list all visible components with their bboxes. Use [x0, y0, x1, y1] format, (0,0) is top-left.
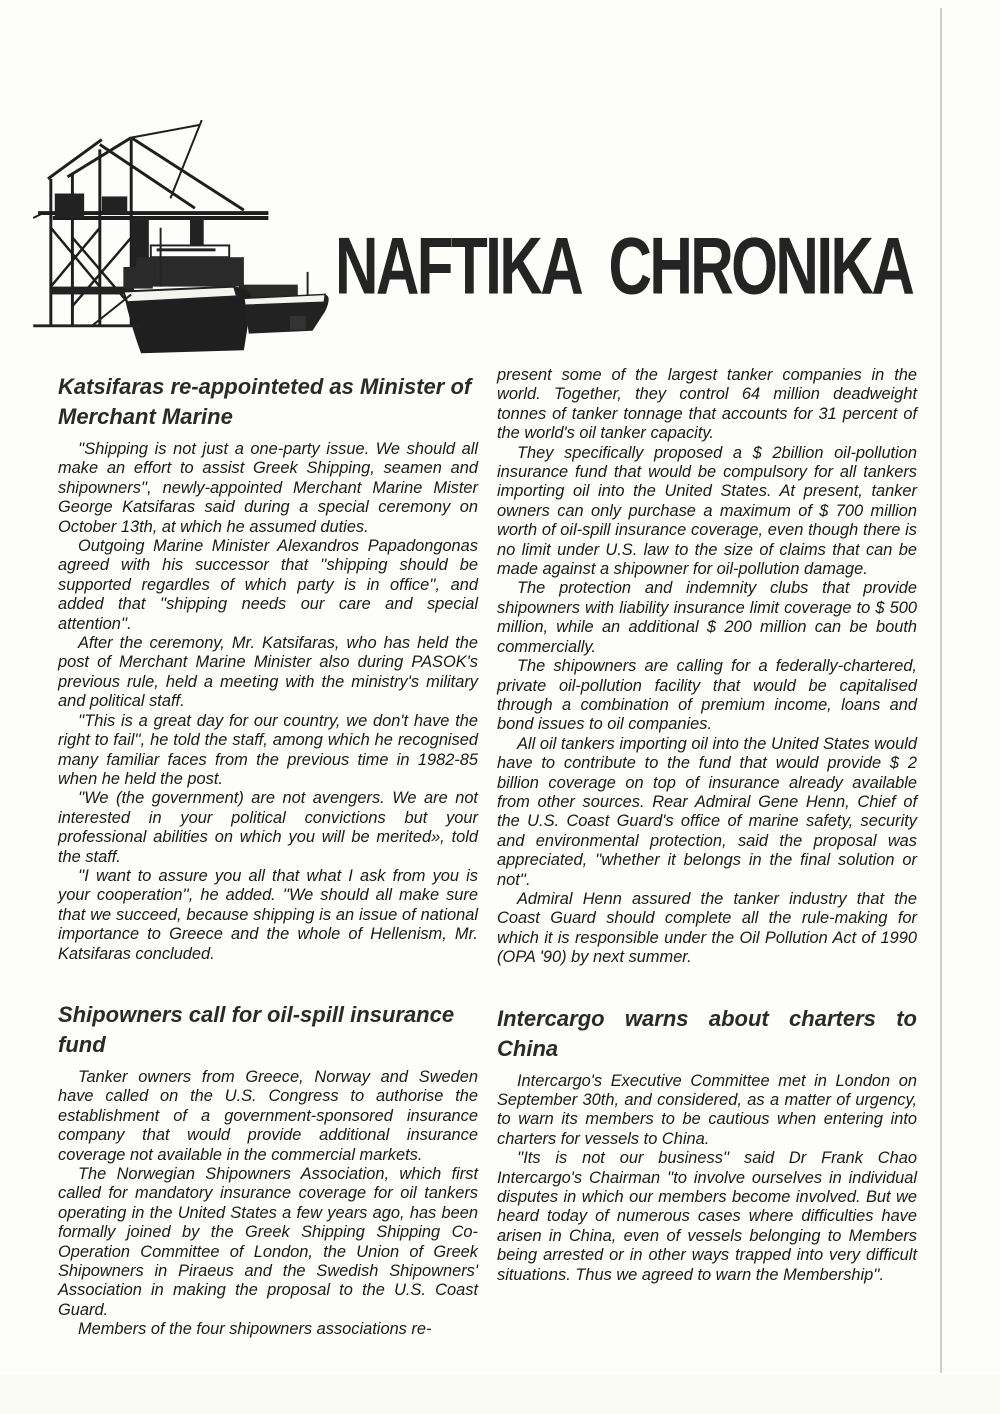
paragraph: After the ceremony, Mr. Katsifaras, who has held the post of Merchant Marine Minister also during PASOK's previous rule, held a meeting with the ministry's military and political staff. [58, 634, 478, 711]
headline-oil-spill-fund: Shipowners call for oil-spill insurance fund [58, 1001, 455, 1057]
port-cranes-ships-icon [30, 120, 350, 365]
paragraph: The shipowners are calling for a federally-chartered, private oil-pollution facility that would be capitalised through a combination of premium income, loans and bond issues to oil companies. [497, 657, 917, 734]
paragraph: Admiral Henn assured the tanker industry that the Coast Guard should complete all the rule-making for which it is responsible under the Oil Pollution Act of 1990 (OPA '90) by next summer. [497, 889, 917, 967]
paragraph: Members of the four shipowners associations re- [78, 1320, 432, 1339]
paragraph: The Norwegian Shipowners Association, which first called for mandatory insurance coverage for oil tankers operating in the United States a few years ago, has been formally joined by the Greek Shipping Shipping Co-Operation Committee of London, the Union of Greek Shipowners in Piraeus and the Swedish Shipowners' Association in making the proposal to the U.S. Coast Guard. [58, 1165, 478, 1319]
paragraph: ''Shipping is not just a one-party issue. We should all make an effort to assist Greek Shipping, seamen and shipowners'', newly-appointed Merchant Marine Mister George Katsifaras said during a special ceremony on October 13th, at which he assumed duties. [58, 440, 478, 536]
right-column [497, 366, 917, 1285]
page-edge [940, 8, 942, 1373]
paragraph: ''I want to assure you all that what I ask from you is your cooperation'', he added. ''We should all make sure that we succeed, because shipping is an issue of national importance to Greece and the whole of Hellenism, Mr. Katsifaras concluded. [58, 866, 478, 963]
paragraph: present some of the largest tanker companies in the world. Together, they control 64 million deadweight tonnes of tanker tonnage that accounts for 31 percent of the world's oil tanker capacity. [497, 366, 917, 443]
spacer [58, 964, 478, 994]
paragraph: ''Its is not our business'' said Dr Frank Chao Intercargo's Chairman ''to involve ourselves in individual disputes in which our members become involved. But we heard today of numerous cases where difficulties have arisen in China, even of vessels belonging to Members being arrested or in other ways trapped into very difficult situations. Thus we agreed to warn the Membership''. [497, 1149, 917, 1284]
paragraph: ''We (the government) are not avengers. We are not interested in your political convictions but your professional abilities on which you will be merited», told the staff. [58, 789, 478, 866]
masthead-title: NAFTIKA CHRONIKA [335, 221, 913, 311]
paragraph: Outgoing Marine Minister Alexandros Papadongonas agreed with his successor that ''shipping should be supported regardles of which party is in office'', and added that ''shipping needs our care and special attention''. [58, 537, 478, 633]
masthead [30, 120, 930, 370]
paragraph: The protection and indemnity clubs that provide shipowners with liability insurance limit coverage to $ 500 million, while an additional $ 200 million can be bouth commercially. [497, 579, 917, 656]
paragraph: Tanker owners from Greece, Norway and Sweden have called on the U.S. Congress to authorise the establishment of a government-sponsored insurance company that would provide additional insurance coverage not available in the commercial markets. [58, 1067, 478, 1164]
paragraph: All oil tankers importing oil into the United States would have to contribute to the fund that would provide $ 2 billion coverage on top of insurance already available from other sources. Rear Admiral Gene Henn, Chief of the U.S. Coast Guard's office of marine safety, security and environmental protection, said the proposal was appreciated, ''whether it belongs in the final solution or not''. [497, 734, 917, 889]
article-katsifaras [58, 372, 478, 964]
left-column [58, 366, 478, 1340]
paragraph: ''This is a great day for our country, we don't have the right to fail'', he told the staff, among which he recognised many familiar faces from the previous time in 1982-85 when he held the post. [58, 711, 478, 788]
paragraph: Intercargo's Executive Committee met in London on September 30th, and considered, as a matter of urgency, to warn its members to be cautious when entering into charters for vessels to China. [497, 1071, 917, 1148]
article-intercargo [497, 1004, 917, 1285]
article-oil-spill-fund-continued [497, 366, 917, 968]
spacer [497, 968, 917, 998]
paragraph: They specifically proposed a $ 2billion oil-pollution insurance fund that would be compulsory for all tankers importing oil into the United States. At present, tanker owners can only purchase a maximum of $ 700 million worth of oil-spill insurance coverage, even though there is no limit under U.S. law to the size of claims that can be made against a shipowner for oil-pollution damage. [497, 443, 917, 579]
article-oil-spill-fund [58, 1000, 478, 1340]
headline-intercargo: Intercargo warns about charters to China [497, 1005, 917, 1061]
headline-katsifaras: Katsifaras re-appointeted as Minister of Merchant Marine [58, 374, 472, 429]
page-bottom-margin [0, 1375, 1000, 1414]
